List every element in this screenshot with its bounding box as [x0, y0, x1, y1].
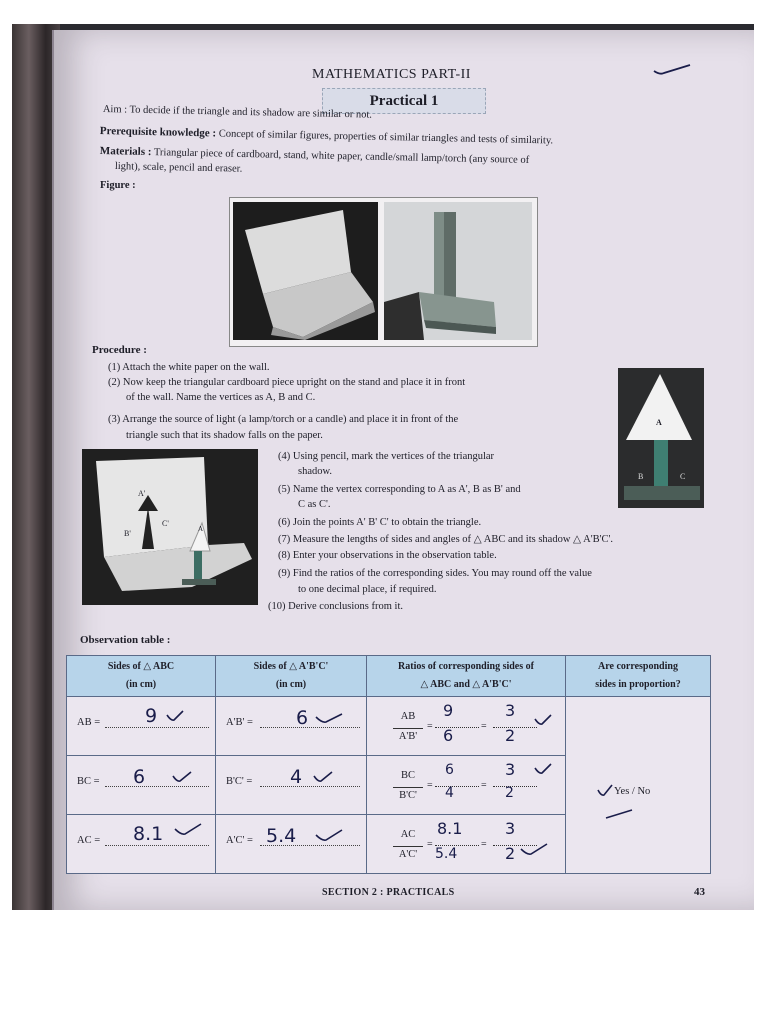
header-proportion	[566, 656, 711, 697]
header-proportion-line1: Are corresponding	[598, 661, 678, 672]
check-mark-icon	[314, 711, 344, 725]
procedure-step-9a: (9) Find the ratios of the corresponding sides. You may round off the value	[278, 568, 592, 579]
ratio-denominator: B'C'	[399, 790, 417, 801]
procedure-label: Procedure :	[92, 344, 147, 356]
side-label: AC =	[77, 835, 101, 846]
prerequisite-label: Prerequisite knowledge :	[99, 125, 217, 140]
check-mark-icon	[533, 713, 553, 727]
table-row: AC = 8.1 A'C' = 5.4 AC A'C' = 8.1 5.4 = 3 2	[67, 815, 711, 874]
shadow-label-a-prime: A'	[138, 489, 146, 498]
header-sides-shadow	[216, 656, 367, 697]
header-sides-shadow-title: Sides of △ A'B'C'	[253, 661, 329, 672]
check-mark-icon	[171, 770, 193, 784]
procedure-step-8: (8) Enter your observations in the observation table.	[278, 550, 497, 561]
ratio-denominator: A'C'	[398, 849, 418, 860]
procedure-step-3b: triangle such that its shadow falls on the paper.	[126, 430, 323, 441]
handwritten-denominator: 2	[505, 726, 516, 745]
yes-no-answer: Yes / No	[614, 786, 651, 797]
ratio-numerator: AB	[400, 711, 416, 722]
procedure-step-4a: (4) Using pencil, mark the vertices of the triangular	[278, 451, 495, 462]
aim-text: To decide if the triangle and its shadow are similar or not.	[129, 104, 373, 121]
handwritten-value: 9	[145, 705, 158, 727]
header-ratios	[367, 656, 566, 697]
handwritten-value: 8.1	[133, 823, 164, 845]
check-mark-icon	[173, 821, 203, 837]
materials-label: Materials :	[99, 145, 152, 159]
ratio-numerator: BC	[400, 770, 415, 781]
materials-line-2: light), scale, pencil and eraser.	[114, 161, 243, 175]
handwritten-value: 4	[290, 766, 303, 788]
header-sides-abc	[67, 656, 216, 697]
check-mark-icon	[652, 62, 692, 76]
underline-mark-icon	[604, 808, 634, 822]
procedure-step-1: (1) Attach the white paper on the wall.	[108, 362, 270, 373]
procedure-step-3a: (3) Arrange the source of light (a lamp/torch or a candle) and place it in front of the	[108, 414, 459, 425]
page-header: MATHEMATICS PART-II	[312, 67, 471, 82]
handwritten-value: 6	[296, 707, 309, 729]
handwritten-denominator: 5.4	[435, 846, 458, 862]
handwritten-numerator: 8.1	[437, 819, 463, 838]
ratio-numerator: AC	[400, 829, 416, 840]
handwritten-denominator: 2	[505, 785, 514, 801]
header-sides-abc-unit: (in cm)	[125, 679, 157, 690]
section-footer: SECTION 2 : PRACTICALS	[322, 887, 455, 898]
shadow-label-b-prime: B'	[124, 529, 131, 538]
handwritten-numerator: 3	[505, 819, 516, 838]
handwritten-denominator: 2	[505, 844, 516, 863]
check-mark-icon	[165, 709, 185, 723]
header-proportion-line2: sides in proportion?	[595, 679, 681, 690]
aim-label: Aim :	[102, 104, 128, 116]
proportion-answer-cell	[566, 697, 711, 874]
check-mark-icon	[312, 770, 334, 784]
handwritten-denominator: 6	[443, 726, 454, 745]
figure-shadow-photo	[82, 449, 258, 605]
table-row: BC = 6 B'C' = 4 BC B'C' = 6 4 = 3 2	[67, 756, 711, 815]
table-row: AB = 9 A'B' = 6 AB A'B' = 9 6 = 3 2 Yes / No	[67, 697, 711, 756]
procedure-step-4b: shadow.	[298, 466, 333, 477]
side-label: A'B' =	[226, 717, 253, 728]
handwritten-numerator: 6	[445, 762, 454, 778]
observation-table	[66, 655, 711, 874]
procedure-step-2a: (2) Now keep the triangular cardboard piece upright on the stand and place it in front	[108, 377, 466, 388]
handwritten-numerator: 3	[505, 701, 516, 720]
materials-text-1: Triangular piece of cardboard, stand, white paper, candle/small lamp/torch (any source of	[153, 147, 530, 166]
prerequisite-text: Concept of similar figures, properties of similar triangles and tests of similarity.	[218, 128, 554, 147]
check-mark-icon	[519, 841, 549, 857]
side-label: BC =	[77, 776, 100, 787]
handwritten-value: 6	[133, 766, 146, 788]
procedure-step-9b: to one decimal place, if required.	[298, 584, 437, 595]
handwritten-numerator: 9	[443, 701, 454, 720]
header-ratios-line1: Ratios of corresponding sides of	[398, 661, 534, 672]
header-ratios-line2: △ ABC and △ A'B'C'	[420, 679, 512, 690]
small-label-a: A	[198, 525, 204, 533]
side-label: B'C' =	[226, 776, 253, 787]
figure-cardboard-photo	[233, 202, 378, 340]
figure-label: Figure :	[100, 180, 136, 191]
practical-title: Practical 1	[322, 88, 486, 114]
handwritten-numerator: 3	[505, 760, 516, 779]
procedure-step-5b: C as C'.	[298, 499, 331, 510]
figure-triangle-on-stand	[618, 368, 704, 508]
procedure-step-2b: of the wall. Name the vertices as A, B and C.	[126, 392, 316, 403]
shadow-label-c-prime: C'	[162, 519, 169, 528]
check-mark-icon	[533, 762, 553, 776]
check-mark-icon	[314, 827, 344, 843]
procedure-step-6: (6) Join the points A' B' C' to obtain the triangle.	[278, 517, 482, 528]
side-label: A'C' =	[226, 835, 253, 846]
procedure-step-7: (7) Measure the lengths of sides and angles of △ ABC and its shadow △ A'B'C'.	[278, 534, 614, 545]
vertex-label-b: B	[638, 472, 644, 481]
procedure-step-5a: (5) Name the vertex corresponding to A as A', B as B' and	[278, 484, 521, 495]
ratio-denominator: A'B'	[398, 731, 418, 742]
side-label: AB =	[77, 717, 101, 728]
figure-stand-photo	[384, 202, 532, 340]
check-mark-icon	[596, 784, 614, 798]
header-sides-shadow-unit: (in cm)	[275, 679, 307, 690]
handwritten-denominator: 4	[445, 785, 454, 801]
page-number: 43	[694, 886, 705, 898]
vertex-label-c: C	[680, 472, 686, 481]
vertex-label-a: A	[656, 418, 662, 427]
observation-table-label: Observation table :	[80, 634, 171, 646]
handwritten-value: 5.4	[266, 825, 297, 847]
procedure-step-10: (10) Derive conclusions from it.	[268, 601, 404, 612]
header-sides-abc-title: Sides of △ ABC	[107, 661, 175, 672]
